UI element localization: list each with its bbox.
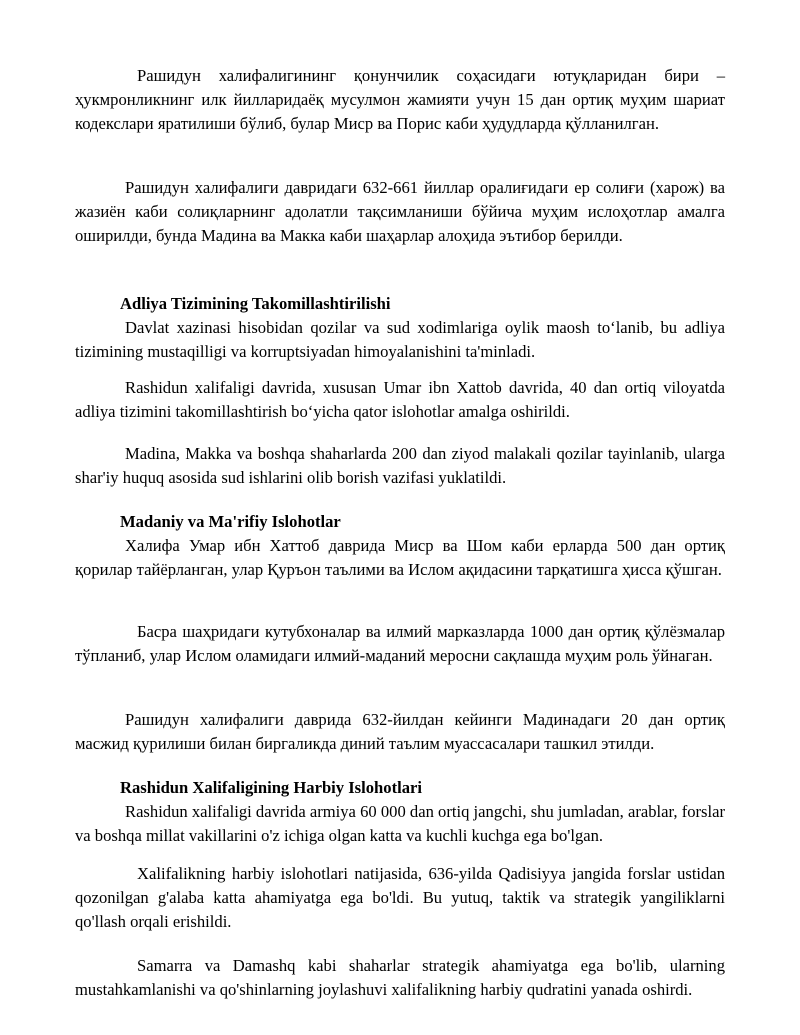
harbiy-paragraph-1: Rashidun xalifaligi davrida armiya 60 000 dan ortiq jangchi, shu jumladan, arablar, forslar va boshqa millat vakillarini o'z ichiga olgan katta va kuchli kuchga ega bo'lgan. <box>75 802 725 845</box>
intro-paragraph-2: Рашидун халифалиги давридаги 632-661 йиллар оралиғидаги ер солиғи (харож) ва жазиён каби солиқларнинг адолатли тақсимланиши бўйича муҳим ислоҳотлар амалга оширилди, бунда Мадина ва Макка каби шаҳарлар алоҳида эътибор берилди. <box>75 178 725 245</box>
harbiy-paragraph-3: Samarra va Damashq kabi shaharlar strategik ahamiyatga ega bo'lib, ularning mustahkamlanishi va qo'shinlarning joylashuvi xalifalikning harbiy qudratini yanada oshirdi. <box>75 956 725 999</box>
harbiy-paragraph-2: Xalifalikning harbiy islohotlari natijasida, 636-yilda Qadisiyya jangida forslar ustidan qozonilgan g'alaba katta ahamiyatga ega bo'ldi. Bu yutuq, taktik va strategik yangiliklarni qo'llash orqali erishildi. <box>75 864 725 931</box>
section-heading-madaniy: Madaniy va Ma'rifiy Islohotlar <box>120 512 341 531</box>
section-heading-adliya: Adliya Tizimining Takomillashtirilishi <box>120 294 391 313</box>
intro-paragraph-1: Рашидун халифалигининг қонунчилик соҳасидаги ютуқларидан бири – ҳукмронликнинг илк йилларидаёқ мусулмон жамияти учун 15 дан ортиқ муҳим шариат кодекслари яратилиши бўлиб, булар Миср ва Порис каби ҳудудларда қўлланилган. <box>75 66 725 133</box>
madaniy-paragraph-3: Рашидун халифалиги даврида 632-йилдан кейинги Мадинадаги 20 дан ортиқ масжид қурилиши билан биргаликда диний таълим муассасалари ташкил этилди. <box>75 710 725 753</box>
adliya-paragraph-1: Davlat xazinasi hisobidan qozilar va sud xodimlariga oylik maosh to‘lanib, bu adliya tizimining mustaqilligi va korruptsiyadan himoyalanishini ta'minladi. <box>75 318 725 361</box>
adliya-paragraph-2: Rashidun xalifaligi davrida, xususan Umar ibn Xattob davrida, 40 dan ortiq viloyatda adliya tizimini takomillashtirish bo‘yicha qator islohotlar amalga oshirildi. <box>75 378 725 421</box>
madaniy-paragraph-1: Халифа Умар ибн Хаттоб даврида Миср ва Шом каби ерларда 500 дан ортиқ қорилар тайёрланган, улар Қуръон таълими ва Ислом ақидасини тарқатишга ҳисса қўшган. <box>75 536 725 579</box>
adliya-paragraph-3: Madina, Makka va boshqa shaharlarda 200 dan ziyod malakali qozilar tayinlanib, ularga shar'iy huquq asosida sud ishlarini olib borish vazifasi yuklatildi. <box>75 444 725 487</box>
section-heading-harbiy: Rashidun Xalifaligining Harbiy Islohotlari <box>120 778 422 797</box>
madaniy-paragraph-2: Басра шаҳридаги кутубхоналар ва илмий марказларда 1000 дан ортиқ қўлёзмалар тўпланиб, улар Ислом оламидаги илмий-маданий меросни сақлашда муҳим роль ўйнаган. <box>75 622 725 665</box>
